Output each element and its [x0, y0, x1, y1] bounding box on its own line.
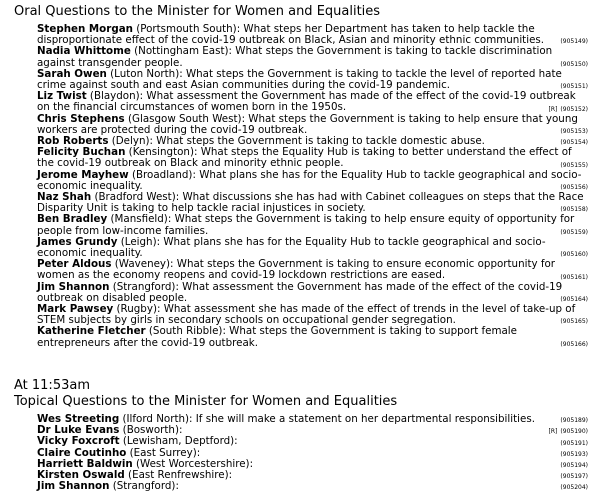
- constituency: (Portsmouth South): [132, 23, 237, 35]
- reference-number: (905153): [560, 128, 588, 136]
- question-reference: [560, 61, 588, 69]
- question-reference: [560, 341, 588, 349]
- member-name: Felicity Buchan: [37, 146, 126, 159]
- constituency: (Strangford): [109, 480, 176, 493]
- question-text: : What assessment the Government has made of the effect of the covid-19 outbreak on the financial circumstances of women born in the 1950s.: [37, 90, 576, 114]
- question-reference: [560, 128, 588, 136]
- question-text: : What assessment she has made of the effect of trends in the level of take-up of STEM subjects by girls in secondary schools on occupational gender segregation.: [37, 303, 576, 327]
- member-name: Nadia Whittome: [37, 45, 131, 58]
- time-heading: At 11:53am: [14, 378, 90, 393]
- question-reference: [560, 38, 588, 46]
- constituency: (Waveney): [111, 258, 171, 271]
- question-item: [0, 304, 600, 326]
- question-text: : What steps the Equality Hub is taking to better understand the effect of the covid-19 outbreak on Black and minority ethnic people.: [37, 146, 572, 170]
- constituency: (Strangford): [109, 280, 176, 293]
- question-text: : If she will make a statement on her departmental responsibilities.: [189, 413, 536, 425]
- reference-number: (905160): [560, 251, 588, 259]
- question-item: [0, 192, 600, 214]
- question-text: : What steps the Government is taking to support female entrepreneurs after the covid-19 outbreak.: [37, 325, 517, 349]
- question-reference: [560, 417, 588, 425]
- question-item: [0, 237, 600, 259]
- constituency: (East Renfrewshire): [124, 469, 229, 482]
- member-name: Vicky Foxcroft: [37, 435, 120, 448]
- question-reference: [549, 428, 588, 436]
- constituency: (Glasgow South West): [124, 112, 242, 125]
- question-item: [0, 69, 600, 91]
- constituency: (West Worcestershire): [132, 457, 250, 470]
- member-name: Sarah Owen: [37, 67, 107, 80]
- question-text: : What steps the Government is taking to help ensure equity of opportunity for people from low-income families.: [37, 213, 575, 237]
- question-text: : What steps the Government is taking to help ensure that young workers are protected during the covid-19 outbreak.: [37, 112, 578, 136]
- question-item: [0, 91, 600, 113]
- question-text: : What discussions she has had with Cabinet colleagues on steps that the Race Disparity Unit is taking to help tackle racial injustices in society.: [37, 191, 584, 215]
- topical-questions-heading: Topical Questions to the Minister for Women and Equalities: [14, 394, 398, 409]
- question-text: :: [175, 480, 179, 493]
- reference-number: (905194): [560, 462, 588, 470]
- constituency: (Leigh): [117, 235, 157, 248]
- member-name: Kirsten Oswald: [37, 469, 125, 482]
- member-name: Dr Luke Evans: [37, 424, 120, 437]
- question-item: [0, 326, 600, 348]
- question-item: [0, 147, 600, 169]
- question-item: [0, 282, 600, 304]
- question-reference: [560, 274, 588, 282]
- question-item: [0, 114, 600, 136]
- constituency: (Broadland): [128, 168, 193, 181]
- constituency: (Luton North): [106, 67, 180, 80]
- member-name: Wes Streeting: [37, 413, 120, 425]
- member-name: Naz Shah: [37, 191, 92, 204]
- constituency: (Delyn): [108, 135, 150, 148]
- oral-questions-list: [0, 24, 600, 349]
- question-item: [0, 24, 600, 46]
- member-name: Ben Bradley: [37, 213, 108, 226]
- member-name: Peter Aldous: [37, 258, 112, 271]
- reference-number: (905204): [560, 484, 588, 492]
- reference-number: (905154): [560, 139, 588, 147]
- constituency: (Kensington): [125, 146, 194, 159]
- question-text: : What steps the Government is taking to tackle domestic abuse.: [149, 135, 485, 148]
- constituency: (East Surrey): [126, 446, 197, 459]
- question-item: [0, 481, 600, 492]
- constituency: (Rugby): [113, 303, 157, 316]
- question-text: : What plans she has for the Equality Hub to tackle geographical and socio-economic inequality.: [37, 235, 546, 260]
- question-text: :: [234, 435, 238, 448]
- question-item: [0, 214, 600, 236]
- question-text: :: [249, 457, 254, 470]
- topical-questions-list: [0, 414, 600, 492]
- reference-number: (905190): [560, 428, 588, 436]
- member-name: Stephen Morgan: [37, 23, 133, 35]
- question-reference: [560, 251, 588, 259]
- reference-number: (905155): [560, 161, 588, 169]
- constituency: (Bradford West): [91, 191, 176, 204]
- member-name: Jerome Mayhew: [37, 168, 129, 181]
- question-item: [0, 170, 600, 192]
- constituency: (Nottingham East): [130, 45, 229, 58]
- question-reference: [560, 229, 588, 237]
- question-reference: [560, 473, 588, 481]
- oral-questions-heading: Oral Questions to the Minister for Women and Equalities: [14, 4, 381, 19]
- member-name: Katherine Fletcher: [37, 325, 146, 338]
- reference-number: (905156): [560, 184, 588, 192]
- question-text: :: [178, 424, 183, 437]
- question-item: [0, 259, 600, 281]
- question-text: :: [228, 469, 233, 482]
- reference-number: (905159): [560, 228, 588, 236]
- reference-number: (905165): [560, 318, 588, 326]
- member-name: Mark Pawsey: [37, 303, 114, 316]
- reference-number: (905197): [560, 473, 588, 481]
- constituency: (Bosworth): [119, 424, 179, 437]
- member-name: Claire Coutinho: [37, 446, 127, 459]
- question-text: : What steps the Government is taking to tackle the level of reported hate crime against south and east Asian communities during the covid-19 pandemic.: [37, 67, 562, 92]
- member-name: Harriett Baldwin: [37, 457, 133, 470]
- member-name: Jim Shannon: [37, 280, 110, 293]
- reference-number: (905193): [560, 450, 588, 458]
- reference-number: (905152): [560, 105, 588, 113]
- interest-flag: [R]: [548, 428, 558, 436]
- question-text: :: [196, 446, 201, 459]
- question-text: : What steps the Government is taking to ensure economic opportunity for women as the economy reopens and covid-19 lockdown restrictions are eased.: [37, 258, 556, 282]
- question-item: [0, 46, 600, 68]
- reference-number: (905189): [560, 417, 588, 425]
- reference-number: (905166): [560, 340, 588, 348]
- member-name: Chris Stephens: [37, 112, 125, 125]
- reference-number: (905191): [560, 439, 588, 447]
- reference-number: (905164): [560, 296, 588, 304]
- member-name: James Grundy: [37, 235, 118, 248]
- question-text: : What assessment the Government has made of the effect of the covid-19 outbreak on disabled people.: [37, 280, 563, 304]
- member-name: Jim Shannon: [37, 480, 110, 493]
- member-name: Liz Twist: [37, 90, 87, 103]
- question-reference: [560, 484, 588, 492]
- constituency: (Ilford North): [119, 413, 190, 425]
- question-reference: [560, 440, 588, 448]
- reference-number: (905149): [560, 38, 588, 46]
- constituency: (Mansfield): [107, 213, 168, 226]
- reference-number: (905158): [560, 206, 588, 214]
- question-text: : What steps her Department has taken to help tackle the disproportionate effect of the covid-19 outbreak on Black, Asian and minority ethnic communities.: [37, 23, 545, 47]
- member-name: Rob Roberts: [37, 135, 109, 148]
- constituency: (Blaydon): [86, 90, 140, 103]
- question-text: : What steps the Government is taking to tackle discrimination against transgender people.: [37, 45, 553, 69]
- question-reference: [560, 462, 588, 470]
- question-text: : What plans she has for the Equality Hub to tackle geographical and socio-economic inequality.: [37, 168, 582, 192]
- question-reference: [560, 318, 588, 326]
- question-reference: [560, 451, 588, 459]
- interest-flag: [R]: [548, 105, 558, 113]
- reference-number: (905161): [560, 273, 588, 281]
- constituency: (South Ribble): [145, 325, 223, 338]
- reference-number: (905150): [560, 60, 588, 68]
- constituency: (Lewisham, Deptford): [119, 435, 235, 448]
- reference-number: (905151): [560, 83, 588, 91]
